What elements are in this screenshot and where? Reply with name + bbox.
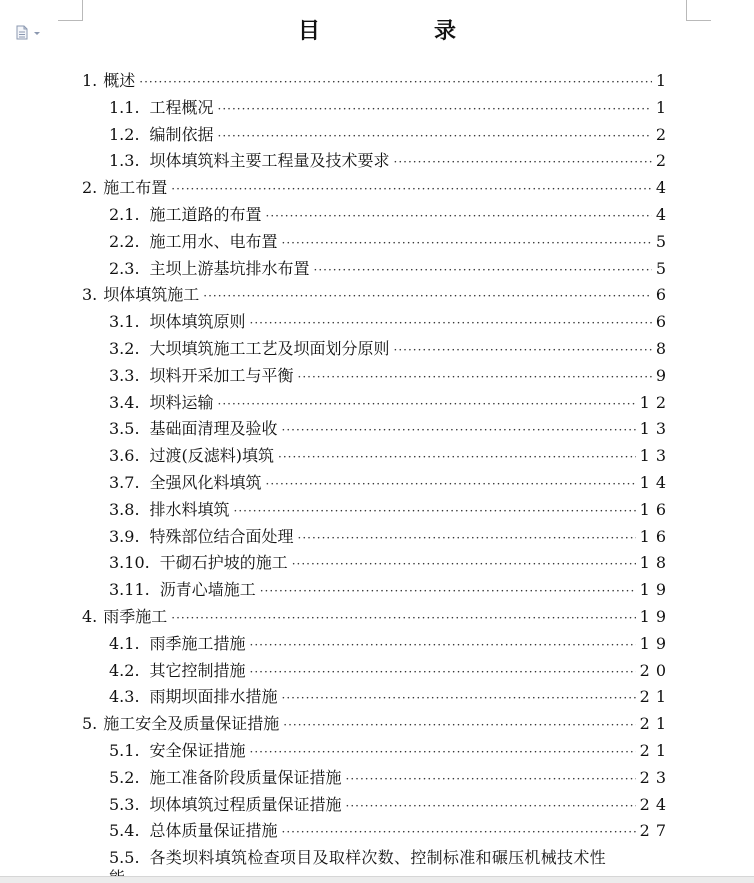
toc-entry[interactable]	[82, 658, 672, 685]
toc-dot-leader	[282, 417, 636, 444]
toc-dot-leader	[250, 632, 636, 659]
toc-entry-number: 2.	[82, 178, 98, 198]
toc-entry-title: 施工准备阶段质量保证措施	[149, 767, 342, 787]
toc-entry-number: 5.2.	[109, 767, 140, 787]
toc-entry-title: 排水料填筑	[149, 499, 230, 519]
toc-page-number: 4	[655, 178, 672, 198]
toc-dot-leader	[282, 230, 652, 257]
toc-dot-leader	[218, 391, 636, 418]
toc-page-number: 20	[639, 660, 672, 680]
toc-page-number: 2	[655, 124, 672, 144]
horizontal-scrollbar[interactable]	[0, 876, 754, 883]
toc-dot-leader	[171, 605, 635, 632]
toc-entry-number: 3.	[82, 285, 98, 305]
toc-entry-number: 2.3.	[109, 258, 140, 278]
toc-page-number: 1	[655, 97, 672, 117]
toc-dot-leader	[250, 310, 652, 337]
toc-page-number: 8	[655, 338, 672, 358]
toc-entry[interactable]	[82, 497, 672, 524]
toc-entry-number: 3.5.	[109, 419, 140, 439]
toc-page-number: 12	[639, 392, 672, 412]
toc-page-number: 14	[639, 472, 672, 492]
toc-page-number: 5	[655, 231, 672, 251]
toc-page-number: 13	[639, 419, 672, 439]
toc-page-number: 5	[655, 258, 672, 278]
toc-dot-leader	[282, 685, 636, 712]
toc-dot-leader	[346, 766, 636, 793]
toc-page-number: 4	[655, 204, 672, 224]
toc-entry-title: 施工道路的布置	[149, 204, 262, 224]
toc-entry-number: 4.	[82, 606, 98, 626]
toc-entry[interactable]	[82, 524, 672, 551]
toc-dot-leader	[266, 203, 652, 230]
toc-page-number: 19	[639, 633, 672, 653]
toc-entry-title: 坝体填筑过程质量保证措施	[149, 794, 342, 814]
toc-page-number: 13	[639, 446, 672, 466]
toc-entry-title: 安全保证措施	[149, 740, 246, 760]
toc-entry-title: 工程概况	[149, 97, 214, 117]
toc-dot-leader	[314, 257, 652, 284]
toc-dot-leader	[298, 525, 636, 552]
toc-dot-leader	[250, 739, 636, 766]
toc-chapter[interactable]	[82, 711, 672, 738]
toc-entry-number: 3.6.	[109, 446, 140, 466]
page-title: 目 录	[297, 19, 502, 44]
toc-entry-number: 5.5.	[109, 848, 140, 868]
toc-page-number: 27	[639, 821, 672, 841]
toc-entry-number: 1.	[82, 71, 98, 90]
toc-dot-leader	[260, 578, 636, 605]
toc-dot-leader	[282, 819, 636, 846]
toc-dot-leader	[298, 364, 652, 391]
toc-entry-title: 施工布置	[103, 178, 168, 198]
toc-chapter[interactable]	[82, 282, 672, 309]
toc-dot-leader	[283, 712, 635, 739]
toc-entry-number: 4.3.	[109, 687, 140, 707]
toc-entry-title: 各类坝料填筑检查项目及取样次数、控制标准和碾压机械技术性	[149, 848, 606, 868]
toc-dot-leader	[292, 551, 636, 578]
toc-page-number: 16	[639, 526, 672, 546]
toc-entry-number: 5.4.	[109, 821, 140, 841]
toc-page-number: 19	[639, 606, 672, 626]
toc-entry[interactable]	[82, 202, 672, 229]
toc-entry[interactable]	[82, 765, 672, 792]
toc-entry[interactable]	[82, 738, 672, 765]
toc-entry-number: 5.1.	[109, 740, 140, 760]
toc-entry[interactable]	[82, 336, 672, 363]
toc-dot-leader	[278, 444, 636, 471]
toc-entry-title: 基础面清理及验收	[149, 419, 278, 439]
toc-entry[interactable]	[82, 95, 672, 122]
toc-entry-number: 3.9.	[109, 526, 140, 546]
toc-dot-leader	[234, 498, 636, 525]
toc-entry[interactable]	[82, 363, 672, 390]
toc-entry-number: 3.10.	[109, 553, 150, 573]
toc-entry-number: 5.	[82, 714, 98, 734]
toc-entry[interactable]	[82, 631, 672, 658]
toc-entry[interactable]	[82, 148, 672, 175]
toc-entry-number: 3.8.	[109, 499, 140, 519]
toc-dot-leader	[203, 283, 652, 310]
toc-entry-title: 坝体填筑料主要工程量及技术要求	[149, 151, 390, 171]
toc-entry[interactable]	[82, 550, 672, 577]
toc-page-number: 21	[639, 740, 672, 760]
table-of-contents	[82, 68, 672, 872]
toc-entry-number: 3.2.	[109, 338, 140, 358]
toc-entry-number: 2.1.	[109, 204, 140, 224]
toc-dot-leader	[346, 793, 636, 820]
toc-entry-number: 4.1.	[109, 633, 140, 653]
toc-page-number: 24	[639, 794, 672, 814]
toc-entry-number: 2.2.	[109, 231, 140, 251]
toc-page-number: 19	[639, 580, 672, 600]
toc-entry-title: 其它控制措施	[149, 660, 246, 680]
toc-entry[interactable]	[82, 229, 672, 256]
toc-entry-title: 干砌石护坡的施工	[159, 553, 288, 573]
toc-entry[interactable]	[82, 845, 666, 872]
toc-dot-leader	[218, 96, 652, 123]
toc-entry[interactable]	[82, 684, 672, 711]
toc-entry-number: 3.7.	[109, 472, 140, 492]
toc-entry-title: 雨季施工	[103, 606, 168, 626]
toc-chapter[interactable]	[82, 604, 672, 631]
toc-entry-title: 施工用水、电布置	[149, 231, 278, 251]
toc-dot-leader	[266, 471, 636, 498]
toc-dot-leader	[218, 123, 652, 150]
toc-page-number: 16	[639, 499, 672, 519]
toc-page-number: 23	[639, 767, 672, 787]
toc-page-number: 6	[655, 312, 672, 332]
toc-entry-title: 雨期坝面排水措施	[149, 687, 278, 707]
toc-entry[interactable]	[82, 577, 672, 604]
toc-entry-title: 坝体填筑原则	[149, 312, 246, 332]
toc-entry-title: 特殊部位结合面处理	[149, 526, 294, 546]
toc-entry-number: 5.3.	[109, 794, 140, 814]
toc-entry[interactable]	[82, 792, 672, 819]
toc-entry[interactable]	[82, 470, 672, 497]
toc-chapter[interactable]	[82, 175, 672, 202]
toc-entry-number: 1.2.	[109, 124, 140, 144]
toc-entry[interactable]	[82, 390, 672, 417]
toc-entry-number: 4.2.	[109, 660, 140, 680]
toc-entry-title: 主坝上游基坑排水布置	[149, 258, 310, 278]
toc-entry-number: 1.3.	[109, 151, 140, 171]
toc-entry-number: 3.1.	[109, 312, 140, 332]
toc-dot-leader	[394, 149, 652, 176]
toc-dot-leader	[250, 659, 636, 686]
toc-entry[interactable]	[82, 309, 672, 336]
toc-dot-leader	[139, 69, 652, 96]
toc-entry-title: 大坝填筑施工工艺及坝面划分原则	[149, 338, 390, 358]
toc-entry-title: 总体质量保证措施	[149, 821, 278, 841]
toc-entry-title: 过渡(反滤料)填筑	[149, 446, 275, 466]
toc-page-number: 18	[639, 553, 672, 573]
toc-entry[interactable]	[82, 416, 672, 443]
toc-entry-number: 1.1.	[109, 97, 140, 117]
toc-entry-number: 3.3.	[109, 365, 140, 385]
toc-entry-title: 沥青心墙施工	[159, 580, 256, 600]
toc-entry-title: 概述	[103, 71, 136, 90]
toc-page-number: 21	[639, 687, 672, 707]
toc-page-number: 9	[655, 365, 672, 385]
toc-page-number: 21	[639, 714, 672, 734]
toc-dot-leader	[394, 337, 652, 364]
toc-entry-title: 坝体填筑施工	[103, 285, 200, 305]
toc-chapter[interactable]	[82, 68, 672, 95]
toc-entry[interactable]	[82, 256, 672, 283]
toc-entry[interactable]	[82, 818, 672, 845]
toc-entry-title: 坝料运输	[149, 392, 214, 412]
toc-dot-leader	[171, 176, 652, 203]
toc-entry[interactable]	[82, 443, 672, 470]
toc-entry-title: 全强风化料填筑	[149, 472, 262, 492]
toc-entry-title: 雨季施工措施	[149, 633, 246, 653]
toc-page-number: 6	[655, 285, 672, 305]
toc-entry-title: 编制依据	[149, 124, 214, 144]
toc-entry-title: 坝料开采加工与平衡	[149, 365, 294, 385]
toc-entry-number: 3.11.	[109, 580, 150, 600]
toc-entry[interactable]	[82, 122, 672, 149]
toc-entry-number: 3.4.	[109, 392, 140, 412]
toc-page-number: 2	[655, 151, 672, 171]
toc-entry-title: 施工安全及质量保证措施	[103, 714, 280, 734]
toc-page-number: 1	[655, 71, 672, 90]
